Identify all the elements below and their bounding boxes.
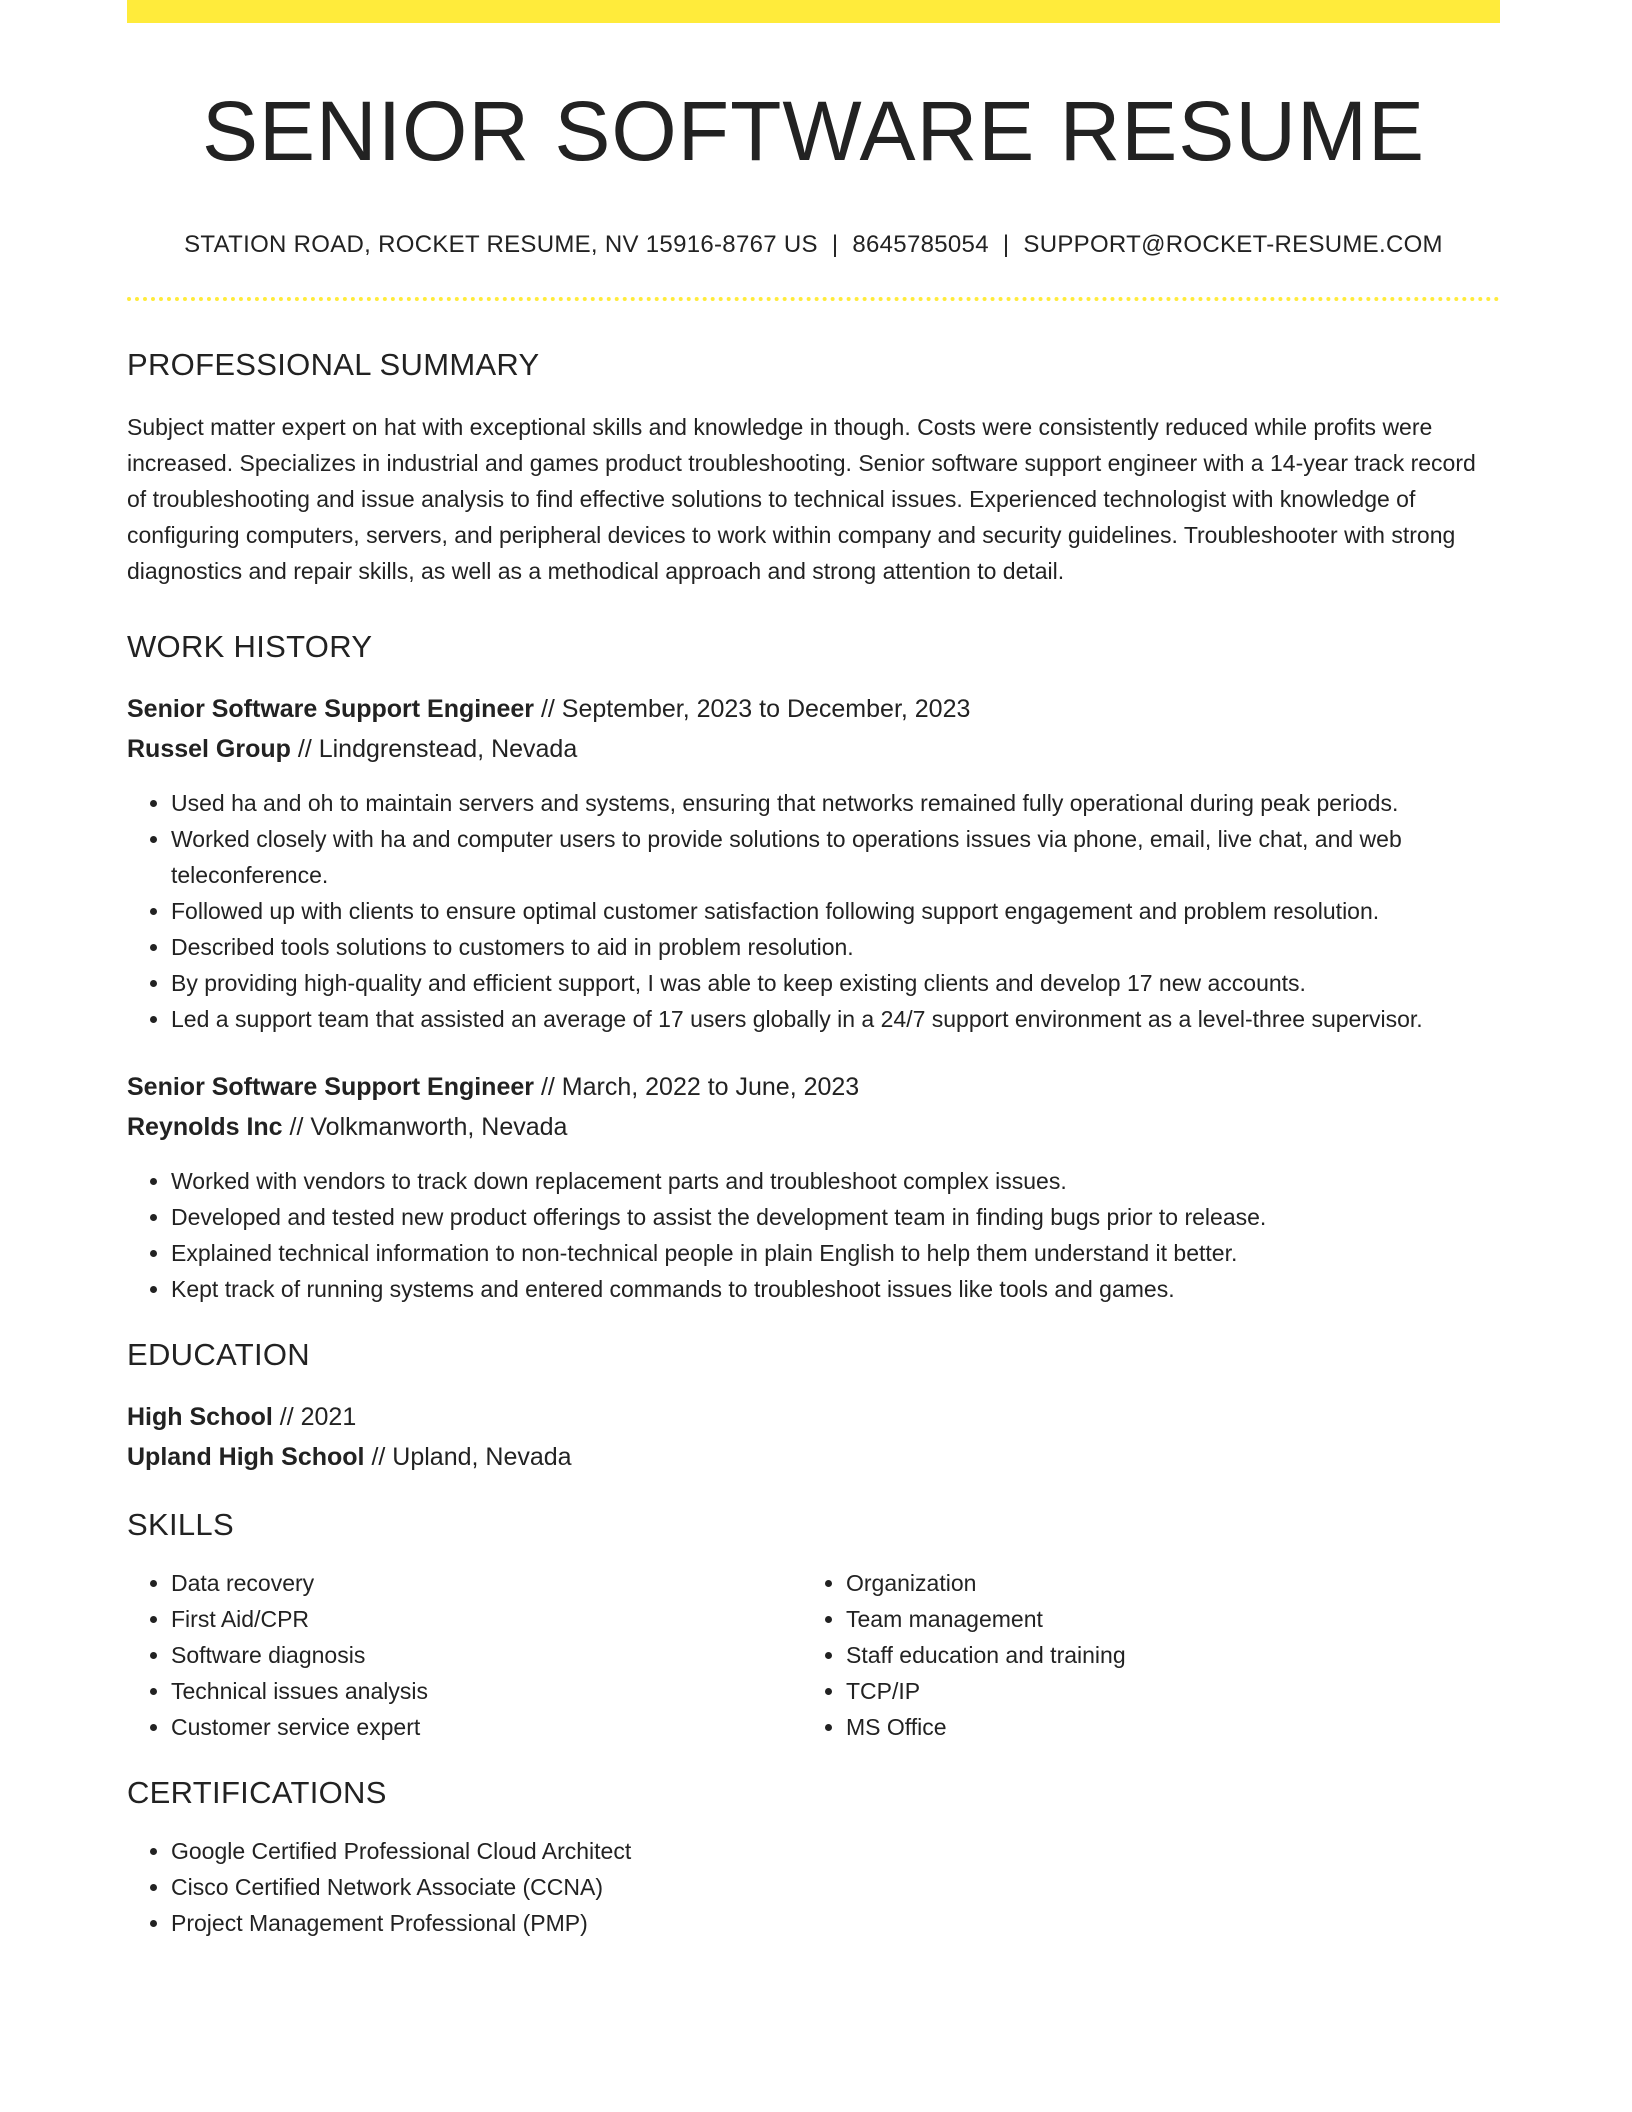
list-item: • Described tools solutions to customers to aid in problem resolution. <box>171 929 1500 965</box>
section-title-work-history: WORK HISTORY <box>127 629 373 665</box>
list-item: • Customer service expert <box>171 1709 802 1745</box>
list-item: • First Aid/CPR <box>171 1601 802 1637</box>
list-item: • Kept track of running systems and entered commands to troubleshoot issues like tools and games. <box>171 1271 1500 1307</box>
section-title-education: EDUCATION <box>127 1337 310 1373</box>
list-item: • Cisco Certified Network Associate (CCNA) <box>171 1869 1500 1905</box>
contact-separator: | <box>831 231 839 259</box>
job-company: Russel Group <box>127 735 291 764</box>
list-item: • Developed and tested new product offerings to assist the development team in finding bugs prior to release. <box>171 1199 1500 1235</box>
list-item: • Organization <box>846 1565 1477 1601</box>
list-item: • Google Certified Professional Cloud Architect <box>171 1833 1500 1869</box>
list-item: • Worked closely with ha and computer users to provide solutions to operations issues via phone, email, live chat, and web teleconference. <box>171 821 1500 893</box>
contact-phone: 8645785054 <box>852 231 989 259</box>
resume-title: SENIOR SOFTWARE RESUME <box>202 84 1425 178</box>
job-company: Reynolds Inc <box>127 1113 283 1142</box>
list-item: • By providing high-quality and efficient support, I was able to keep existing clients and develop 17 new accounts. <box>171 965 1500 1001</box>
education-school: Upland High School <box>127 1443 365 1472</box>
summary-text: Subject matter expert on hat with exceptional skills and knowledge in though. Costs were consistently reduced while profits were increased. Specializes in industrial and games product troubleshooting. Senior software support engineer with a 14-year track record of troubleshooting and issue analysis to find effective solutions to technical issues. Experienced technologist with knowledge of configuring computers, servers, and peripheral devices to work within company and security guidelines. Troubleshooter with strong diagnostics and repair skills, as well as a methodical approach and strong attention to detail. <box>127 414 1476 585</box>
job-location: // Volkmanworth, Nevada <box>289 1113 568 1142</box>
job-role-line <box>127 689 1500 729</box>
accent-bar <box>127 0 1500 23</box>
section-title-skills: SKILLS <box>127 1507 234 1543</box>
list-item: • Staff education and training <box>846 1637 1477 1673</box>
skills-column-left <box>127 1565 802 1745</box>
list-item: • Led a support team that assisted an average of 17 users globally in a 24/7 support environment as a level-three supervisor. <box>171 1001 1500 1037</box>
dotted-divider <box>127 297 1500 301</box>
list-item: • Explained technical information to non-technical people in plain English to help them understand it better. <box>171 1235 1500 1271</box>
job-bullets <box>127 785 1500 1037</box>
skills-column-right <box>802 1565 1477 1745</box>
job-role: Senior Software Support Engineer <box>127 695 534 724</box>
job-company-line <box>127 1107 1500 1147</box>
job-dates: // September, 2023 to December, 2023 <box>540 695 971 724</box>
list-item: • Software diagnosis <box>171 1637 802 1673</box>
job-entry <box>127 1067 1500 1307</box>
list-item: • Team management <box>846 1601 1477 1637</box>
education-year: // 2021 <box>279 1403 357 1432</box>
job-company-line <box>127 729 1500 769</box>
list-item: • Project Management Professional (PMP) <box>171 1905 1500 1941</box>
list-item: • TCP/IP <box>846 1673 1477 1709</box>
contact-line <box>127 231 1500 259</box>
list-item: • Used ha and oh to maintain servers and systems, ensuring that networks remained fully operational during peak periods. <box>171 785 1500 821</box>
list-item: • MS Office <box>846 1709 1477 1745</box>
education-degree: High School <box>127 1403 273 1432</box>
skills-list <box>127 1565 1500 1745</box>
resume-page <box>127 0 1500 1941</box>
job-dates: // March, 2022 to June, 2023 <box>540 1073 860 1102</box>
list-item: • Worked with vendors to track down replacement parts and troubleshoot complex issues. <box>171 1163 1500 1199</box>
list-item: • Followed up with clients to ensure optimal customer satisfaction following support engagement and problem resolution. <box>171 893 1500 929</box>
job-role: Senior Software Support Engineer <box>127 1073 534 1102</box>
job-entry <box>127 689 1500 1037</box>
job-role-line <box>127 1067 1500 1107</box>
job-bullets <box>127 1163 1500 1307</box>
contact-email: SUPPORT@ROCKET-RESUME.COM <box>1023 231 1443 259</box>
education-degree-line <box>127 1397 1500 1437</box>
list-item: • Technical issues analysis <box>171 1673 802 1709</box>
certifications-list <box>127 1833 1500 1941</box>
section-title-summary: PROFESSIONAL SUMMARY <box>127 347 540 383</box>
job-location: // Lindgrenstead, Nevada <box>297 735 578 764</box>
list-item: • Data recovery <box>171 1565 802 1601</box>
contact-separator: | <box>1002 231 1010 259</box>
section-title-certifications: CERTIFICATIONS <box>127 1775 387 1811</box>
contact-address: STATION ROAD, ROCKET RESUME, NV 15916-8767 US <box>184 231 818 259</box>
education-location: // Upland, Nevada <box>371 1443 572 1472</box>
education-school-line <box>127 1437 1500 1477</box>
